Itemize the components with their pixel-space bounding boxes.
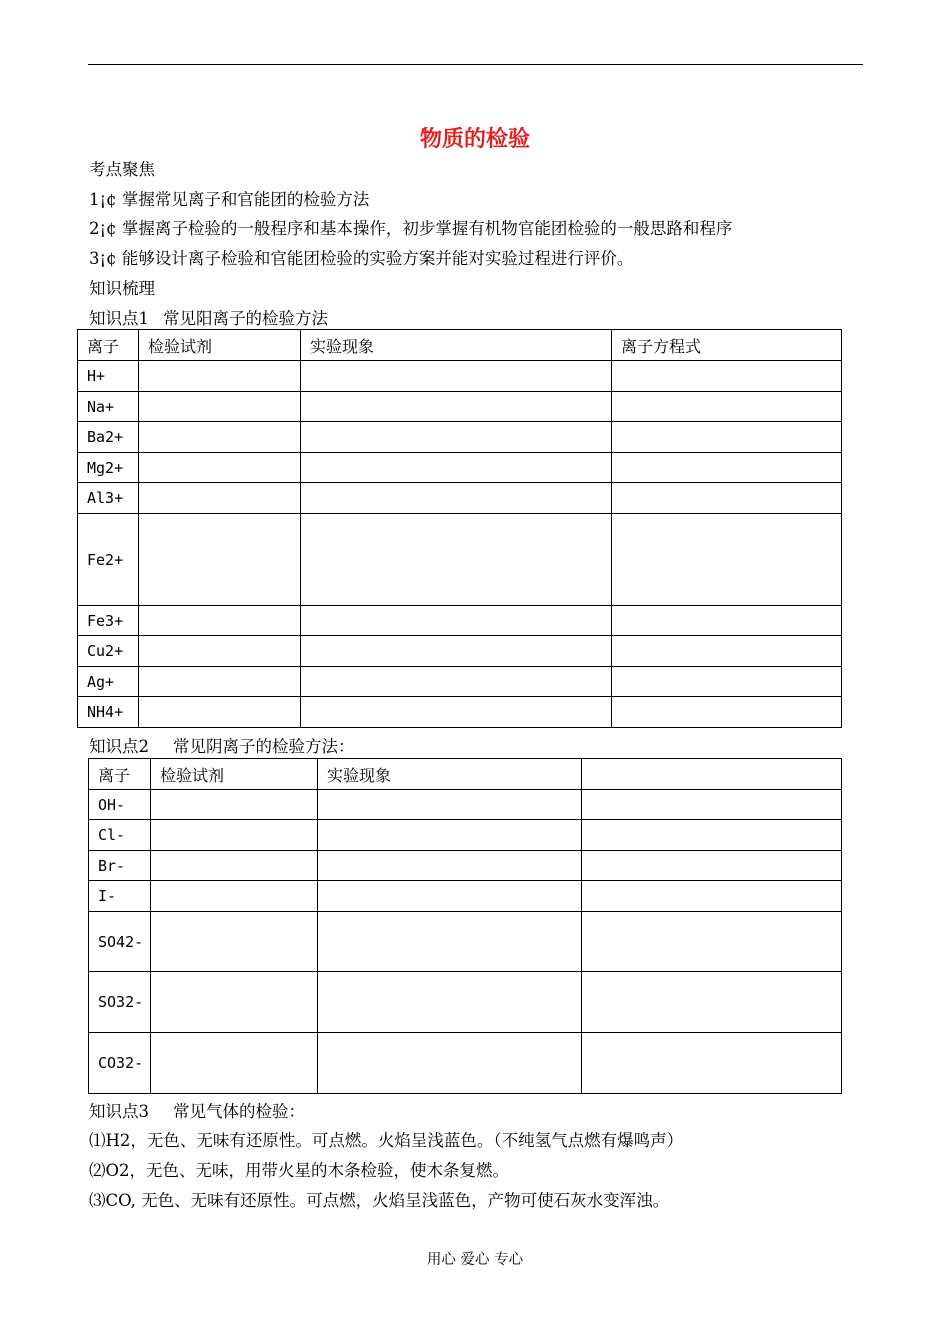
header-cell: 离子: [78, 330, 139, 361]
blank-cell[interactable]: [318, 790, 582, 820]
ion-cell: Cl-: [89, 820, 151, 851]
blank-cell[interactable]: [301, 453, 612, 483]
kp2-label: 知识点2: [89, 737, 149, 756]
table-row: [89, 972, 842, 1033]
focus-point-2: 2¡¢ 掌握离子检验的一般程序和基本操作，初步掌握有机物官能团检验的一般思路和程序: [89, 219, 733, 238]
kp1-heading: [89, 305, 328, 329]
blank-cell[interactable]: [139, 636, 301, 667]
focus-point-1: 1¡¢ 掌握常见离子和官能团的检验方法: [89, 190, 370, 209]
header-rule: [88, 64, 863, 65]
header-cell: 离子: [89, 759, 151, 790]
blank-cell[interactable]: [151, 881, 318, 912]
blank-cell[interactable]: [612, 697, 842, 728]
blank-cell[interactable]: [301, 361, 612, 392]
header-cell: 离子方程式: [612, 330, 842, 361]
ion-cell: Br-: [89, 851, 151, 881]
gas-item-o2: ⑵O2，无色、无味，用带火星的木条检验，使木条复燃。: [89, 1161, 510, 1180]
ion-cell: Fe2+: [78, 514, 139, 606]
table-row: [89, 820, 842, 851]
table-row: [78, 483, 842, 514]
anion-table: [88, 758, 842, 1094]
page-title: 物质的检验: [419, 127, 530, 152]
blank-cell[interactable]: [318, 881, 582, 912]
blank-cell[interactable]: [318, 972, 582, 1033]
blank-cell[interactable]: [151, 972, 318, 1033]
blank-cell[interactable]: [301, 514, 612, 606]
blank-cell[interactable]: [139, 667, 301, 697]
blank-cell[interactable]: [318, 912, 582, 972]
ion-cell: Fe3+: [78, 606, 139, 636]
blank-cell[interactable]: [318, 1033, 582, 1094]
blank-cell[interactable]: [318, 851, 582, 881]
anion-table-header: [89, 759, 842, 790]
kp3-label: 知识点3: [89, 1102, 149, 1121]
kp3-title: 常见气体的检验：: [173, 1102, 305, 1121]
blank-cell[interactable]: [582, 1033, 842, 1094]
gas-item-co: ⑶CO, 无色、无味有还原性。可点燃，火焰呈浅蓝色，产物可使石灰水变浑浊。: [89, 1191, 670, 1210]
section-heading-knowledge: 知识梳理: [89, 279, 155, 298]
blank-cell[interactable]: [612, 483, 842, 514]
blank-cell[interactable]: [301, 422, 612, 453]
blank-cell[interactable]: [612, 636, 842, 667]
table-row: [89, 851, 842, 881]
blank-cell[interactable]: [139, 483, 301, 514]
table-row: [78, 392, 842, 422]
ion-cell: Ba2+: [78, 422, 139, 453]
table-row: [78, 514, 842, 606]
blank-cell[interactable]: [582, 790, 842, 820]
blank-cell[interactable]: [612, 422, 842, 453]
ion-cell: OH-: [89, 790, 151, 820]
blank-cell[interactable]: [301, 667, 612, 697]
cation-table: [77, 329, 842, 728]
blank-cell[interactable]: [612, 392, 842, 422]
kp2-heading: [89, 733, 355, 757]
blank-cell[interactable]: [151, 820, 318, 851]
ion-cell: Ag+: [78, 667, 139, 697]
table-row: [78, 636, 842, 667]
blank-cell[interactable]: [612, 453, 842, 483]
blank-cell[interactable]: [582, 972, 842, 1033]
blank-cell[interactable]: [612, 667, 842, 697]
ion-cell: Cu2+: [78, 636, 139, 667]
table-row: [78, 422, 842, 453]
table-row: [78, 667, 842, 697]
blank-cell[interactable]: [582, 912, 842, 972]
blank-cell[interactable]: [301, 636, 612, 667]
blank-cell[interactable]: [301, 392, 612, 422]
table-row: [89, 1033, 842, 1094]
ion-cell: SO32-: [89, 972, 151, 1033]
blank-cell[interactable]: [301, 606, 612, 636]
page-footer: 用心 爱心 专心: [426, 1252, 524, 1268]
gas-item-h2: ⑴H2，无色、无味有还原性。可点燃。火焰呈浅蓝色。（不纯氢气点燃有爆鸣声）: [89, 1131, 684, 1150]
blank-cell[interactable]: [318, 820, 582, 851]
table-row: [78, 361, 842, 392]
blank-cell[interactable]: [582, 820, 842, 851]
kp1-title: 常见阳离子的检验方法: [163, 309, 328, 328]
ion-cell: I-: [89, 881, 151, 912]
kp3-heading: [89, 1098, 305, 1122]
ion-cell: SO42-: [89, 912, 151, 972]
blank-cell[interactable]: [139, 361, 301, 392]
ion-cell: H+: [78, 361, 139, 392]
blank-cell[interactable]: [139, 392, 301, 422]
ion-cell: NH4+: [78, 697, 139, 728]
blank-cell[interactable]: [139, 422, 301, 453]
header-cell: 实验现象: [301, 330, 612, 361]
blank-cell[interactable]: [301, 697, 612, 728]
blank-cell[interactable]: [582, 851, 842, 881]
table-row: [78, 606, 842, 636]
header-cell: 检验试剂: [139, 330, 301, 361]
blank-cell[interactable]: [301, 483, 612, 514]
cation-table-header: [78, 330, 842, 361]
ion-cell: Al3+: [78, 483, 139, 514]
blank-cell[interactable]: [582, 881, 842, 912]
kp2-title: 常见阴离子的检验方法：: [173, 737, 355, 756]
ion-cell: Na+: [78, 392, 139, 422]
blank-cell[interactable]: [151, 1033, 318, 1094]
blank-cell[interactable]: [612, 606, 842, 636]
header-cell: 实验现象: [318, 759, 582, 790]
blank-cell[interactable]: [139, 606, 301, 636]
blank-cell[interactable]: [139, 514, 301, 606]
header-cell: 检验试剂: [151, 759, 318, 790]
table-row: [89, 790, 842, 820]
blank-cell[interactable]: [151, 912, 318, 972]
blank-cell[interactable]: [612, 361, 842, 392]
section-heading-focus: 考点聚焦: [89, 160, 155, 179]
ion-cell: Mg2+: [78, 453, 139, 483]
ion-cell: CO32-: [89, 1033, 151, 1094]
table-row: [78, 697, 842, 728]
header-cell: [582, 759, 842, 790]
table-row: [89, 881, 842, 912]
blank-cell[interactable]: [151, 790, 318, 820]
blank-cell[interactable]: [139, 453, 301, 483]
kp1-label: 知识点1: [89, 309, 149, 328]
focus-point-3: 3¡¢ 能够设计离子检验和官能团检验的实验方案并能对实验过程进行评价。: [89, 249, 634, 268]
table-row: [89, 912, 842, 972]
blank-cell[interactable]: [151, 851, 318, 881]
table-row: [78, 453, 842, 483]
blank-cell[interactable]: [139, 697, 301, 728]
blank-cell[interactable]: [612, 514, 842, 606]
